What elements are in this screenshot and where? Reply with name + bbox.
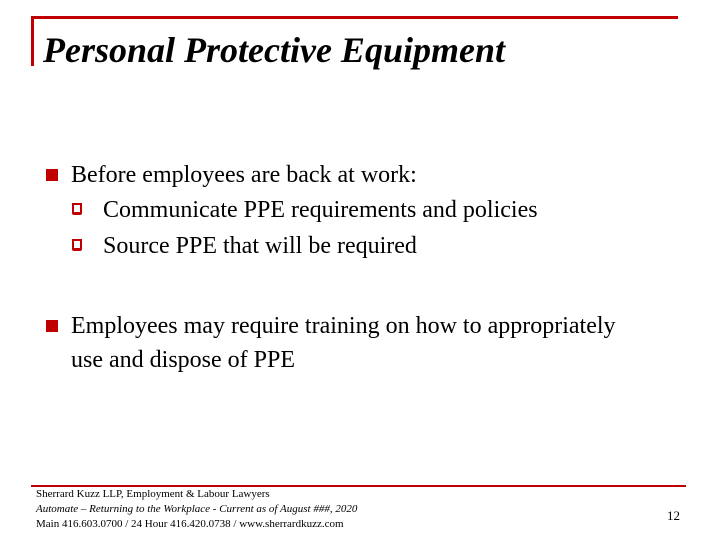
bullet-text: Before employees are back at work: bbox=[71, 162, 417, 188]
slide-title: Personal Protective Equipment bbox=[43, 30, 505, 70]
filled-square-icon bbox=[46, 320, 58, 332]
bullet-item bbox=[46, 309, 686, 377]
sub-bullet-item bbox=[46, 228, 686, 264]
footer bbox=[36, 487, 536, 532]
footer-contact-line: Main 416.603.0700 / 24 Hour 416.420.0738 / www.sherrardkuzz.com bbox=[36, 518, 344, 530]
checkbox-icon bbox=[72, 239, 82, 251]
title-frame-left-rule bbox=[31, 16, 34, 66]
title-frame-top-rule bbox=[31, 16, 678, 19]
bullet-line-continuation bbox=[46, 343, 686, 377]
bullet-line bbox=[46, 309, 686, 343]
page-number: 12 bbox=[667, 508, 680, 523]
sub-bullet-text: Communicate PPE requirements and policies bbox=[103, 197, 538, 223]
sub-bullet-item bbox=[46, 192, 686, 228]
bullet-item bbox=[46, 158, 686, 264]
footer-firm-line: Sherrard Kuzz LLP, Employment & Labour Lawyers bbox=[36, 488, 270, 500]
bullet-line bbox=[46, 158, 686, 192]
filled-square-icon bbox=[46, 169, 58, 181]
checkbox-icon bbox=[72, 203, 82, 215]
sub-bullet-text: Source PPE that will be required bbox=[103, 233, 417, 259]
footer-presentation-line: Automate – Returning to the Workplace - Current as of August ###, 2020 bbox=[36, 503, 358, 515]
bullet-text: use and dispose of PPE bbox=[71, 347, 295, 373]
bullet-text: Employees may require training on how to appropriately bbox=[71, 313, 616, 339]
